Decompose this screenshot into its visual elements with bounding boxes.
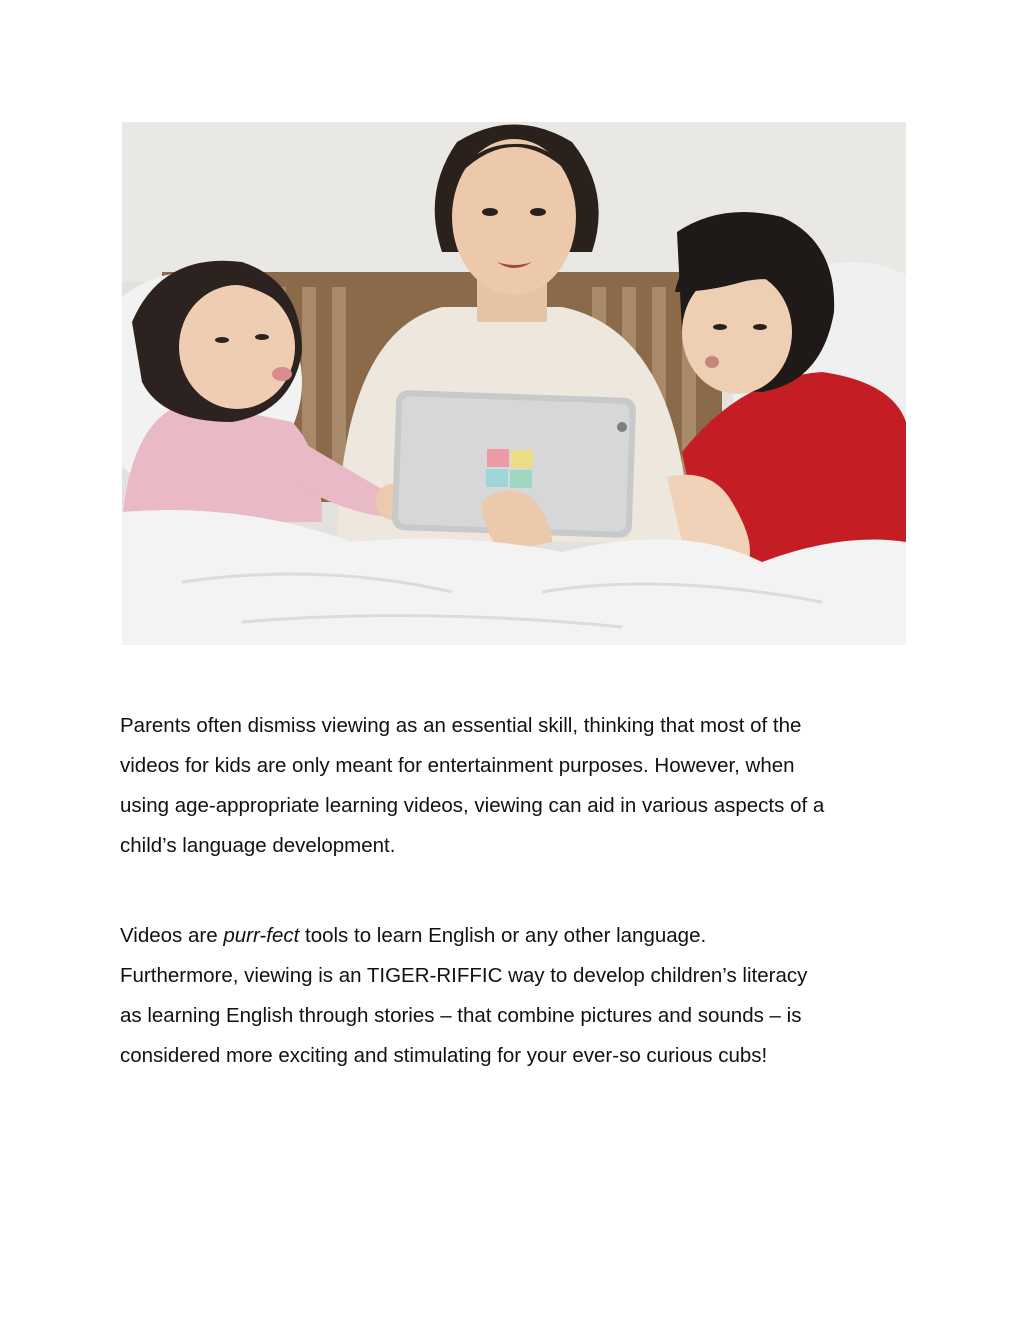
article-photo [122,122,906,645]
paragraph2-text-before: Videos are [120,924,224,947]
paragraph2-emphasis: purr-fect [223,924,300,947]
photo-tablet [392,390,637,552]
paragraph1-line: using age-appropriate learning videos, viewing can aid in various aspects of a [120,794,825,817]
paragraph1-line: Parents often dismiss viewing as an essential skill, thinking that most of the [120,714,802,737]
paragraph-viewing-skill [120,706,920,866]
paragraph-videos-tools [120,916,920,1076]
paragraph2-line [120,916,920,956]
paragraph1-line: child’s language development. [120,834,396,857]
paragraph2-line: as learning English through stories – that combine pictures and sounds – is [120,1004,802,1027]
paragraph1-line: videos for kids are only meant for entertainment purposes. However, when [120,754,795,777]
paragraph2-line: considered more exciting and stimulating for your ever-so curious cubs! [120,1044,768,1067]
paragraph2-line: Furthermore, viewing is an TIGER-RIFFIC way to develop children’s literacy [120,964,808,987]
photo-illustration [122,122,906,645]
paragraph2-text-after: tools to learn English or any other language. [299,924,707,947]
